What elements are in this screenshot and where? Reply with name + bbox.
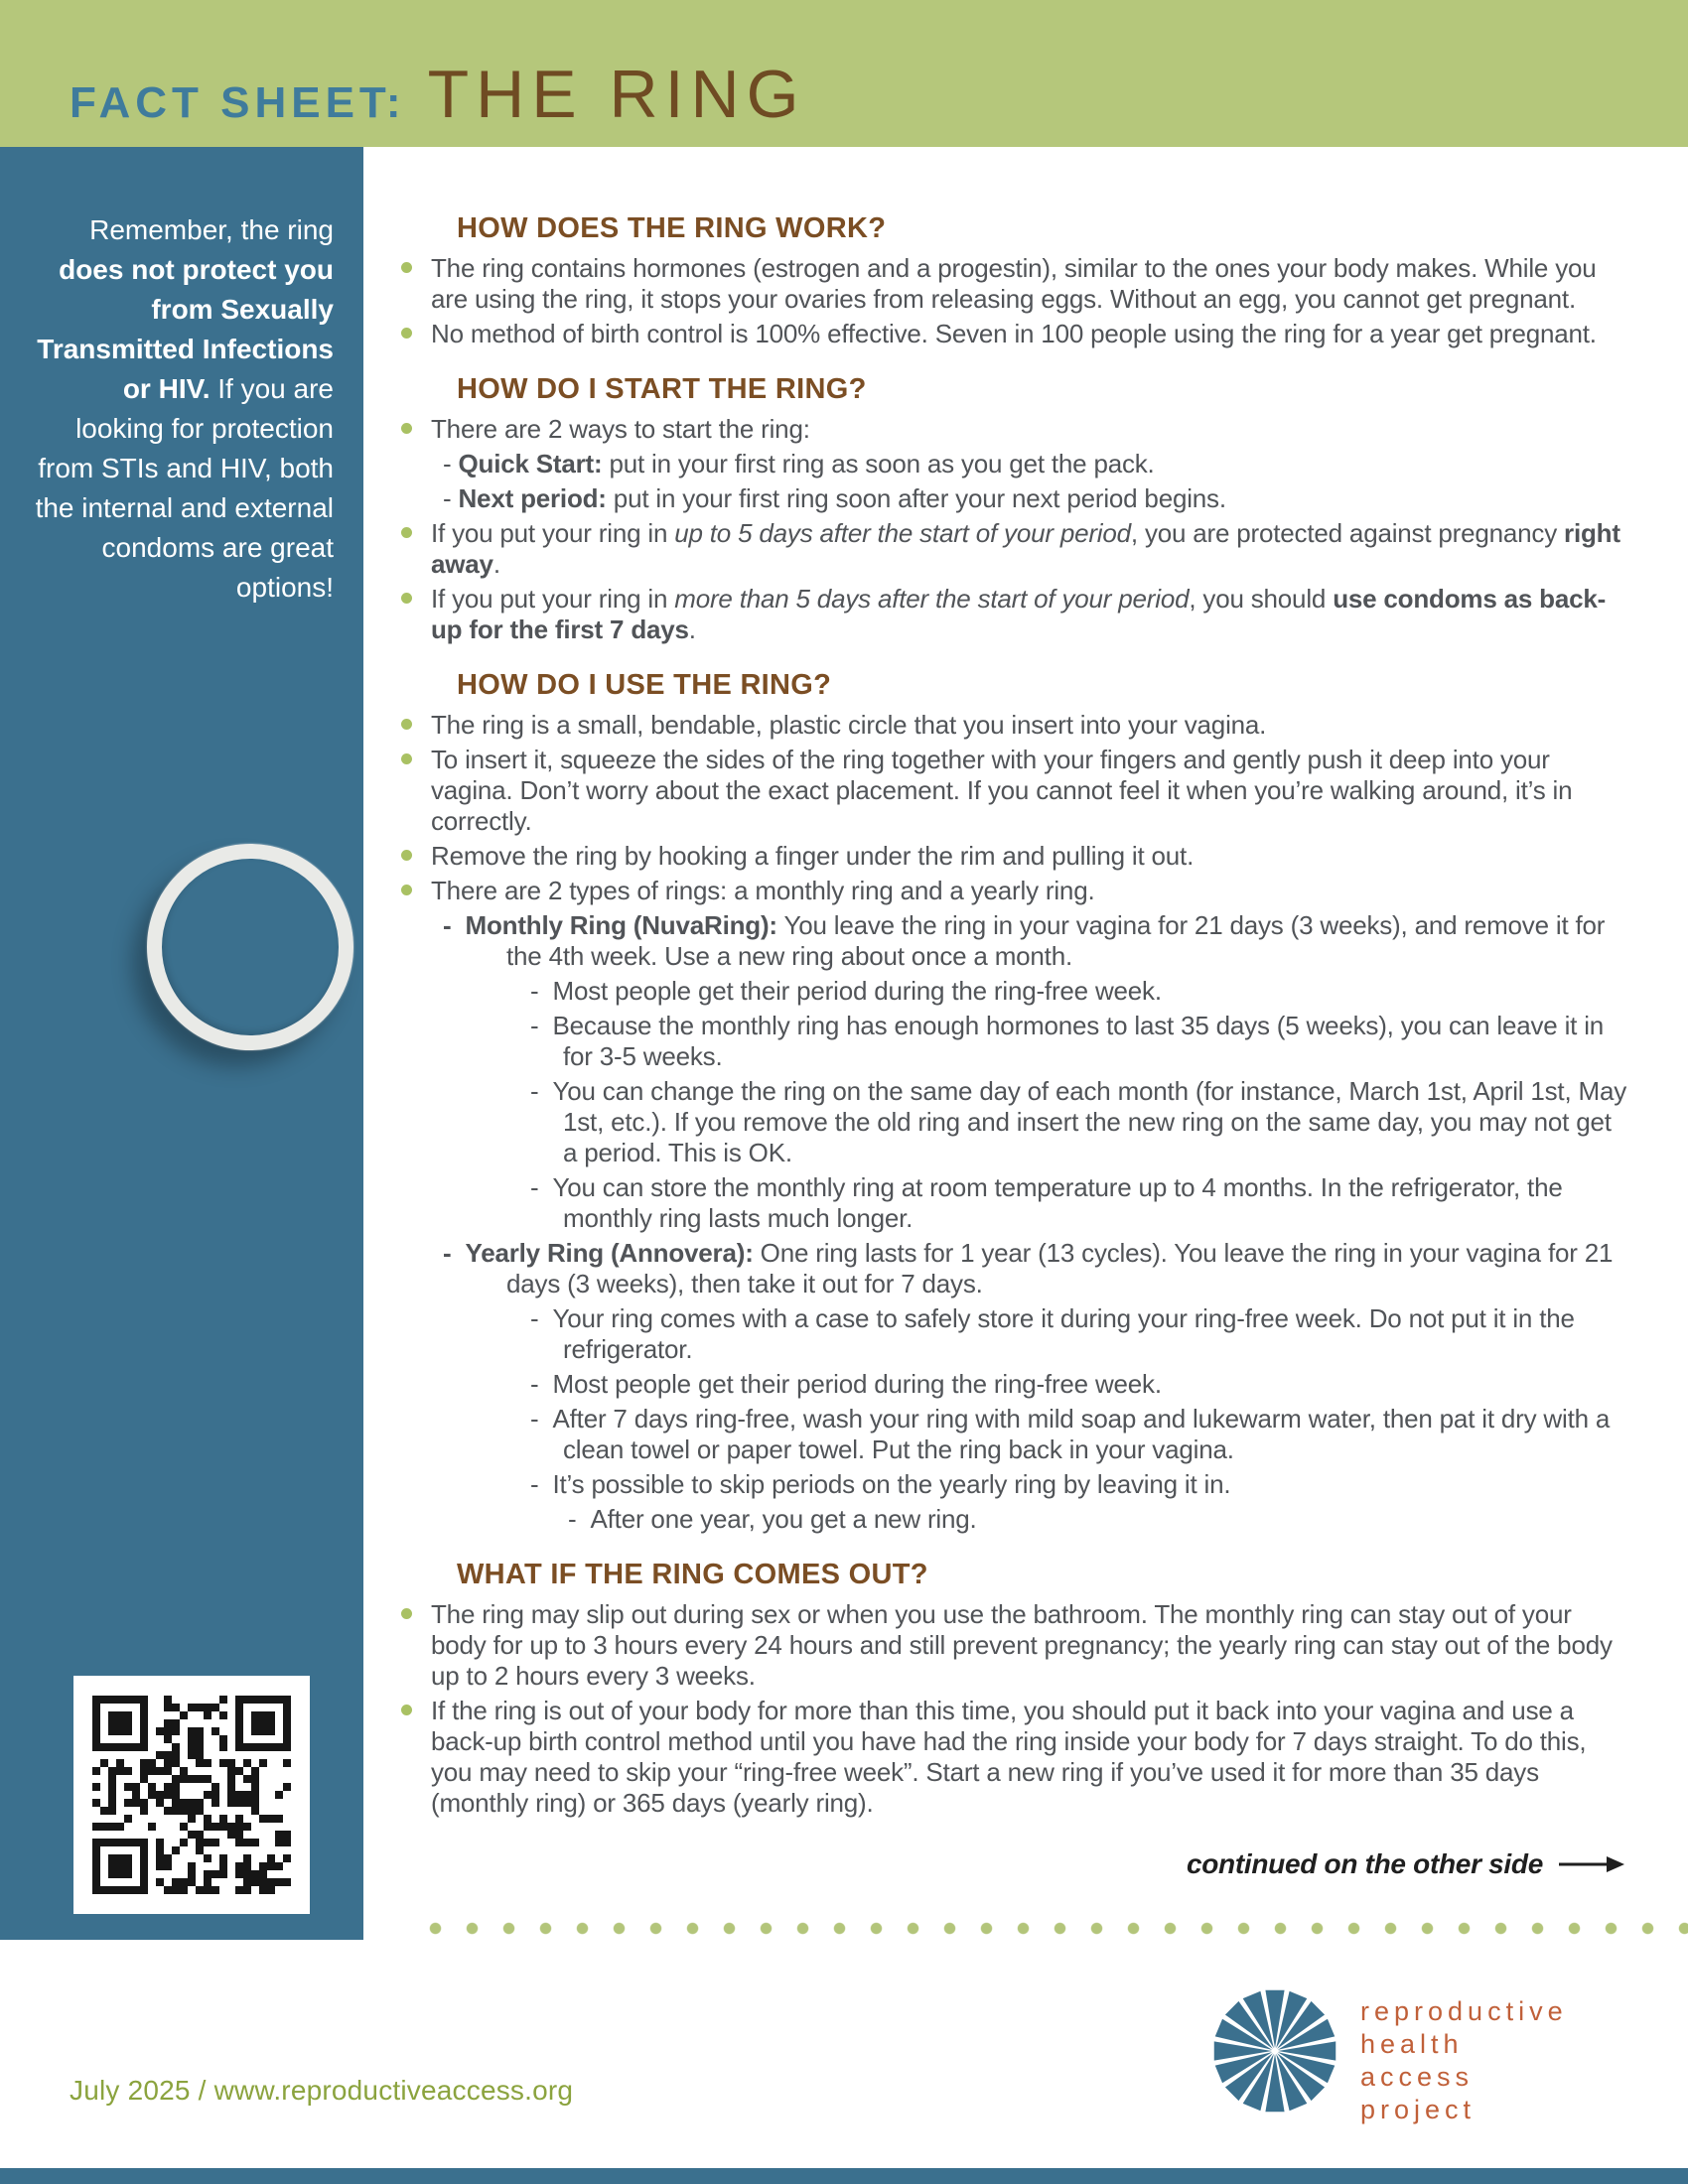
bullet-icon: [401, 262, 412, 273]
section-heading: HOW DO I USE THE RING?: [457, 669, 832, 701]
logo-line: health: [1360, 2029, 1464, 2059]
bullet-icon: [401, 1608, 412, 1619]
bullet-item: To insert it, squeeze the sides of the ring together with your fingers and gently push it deep into your vagina. Don’t worry about the exact placement. If you cannot feel it when you’re walking around, it’s in correctly.: [399, 745, 1630, 837]
ring-photo: [147, 844, 353, 1050]
sub-item: - Most people get their period during the ring-free week.: [530, 1369, 1162, 1399]
bullet-icon: [401, 527, 412, 538]
bullet-item: The ring may slip out during sex or when you use the bathroom. The monthly ring can stay out of your body for up to 3 hours every 24 hours and still prevent pregnancy; the yearly ring can stay out of the body up to 2 hours every 3 weeks.: [399, 1599, 1630, 1692]
bullet-item: The ring is a small, bendable, plastic circle that you insert into your vagina.: [399, 710, 1630, 741]
section-heading: WHAT IF THE RING COMES OUT?: [457, 1559, 928, 1590]
bullet-item: Remove the ring by hooking a finger under the rim and pulling it out.: [399, 841, 1630, 872]
continued-note: [1187, 1848, 1626, 1880]
sub-item: - After 7 days ring-free, wash your ring with mild soap and lukewarm water, then pat it dry with a clean towel or paper towel. Put the ring back in your vagina.: [530, 1404, 1611, 1464]
bullet-item: If you put your ring in up to 5 days after the start of your period, you are protected against pregnancy right away.: [399, 518, 1630, 580]
org-logo-text: [1360, 1995, 1568, 2126]
continued-text: continued on the other side: [1186, 1848, 1543, 1879]
bullet-item: No method of birth control is 100% effective. Seven in 100 people using the ring for a year get pregnant.: [399, 319, 1630, 349]
sub-item: - You can change the ring on the same day of each month (for instance, March 1st, April 1st, May 1st, etc.). If you remove the old ring and insert the new ring on the same day, you may not get a period. This is OK.: [530, 1076, 1627, 1167]
starburst-icon: [1211, 1987, 1338, 2115]
bullet-icon: [401, 850, 412, 861]
bottom-bar: [0, 2168, 1688, 2184]
sub-item: - Most people get their period during the ring-free week.: [530, 976, 1162, 1006]
header-band: [0, 0, 1688, 147]
sub-item: - Next period: put in your first ring soon after your next period begins.: [443, 483, 1226, 513]
page-title: THE RING: [427, 57, 806, 132]
logo-line: reproductive: [1360, 1996, 1568, 2026]
org-logo: [1211, 1987, 1568, 2126]
sub-item: - Monthly Ring (NuvaRing): You leave the ring in your vagina for 21 days (3 weeks), and remove it for the 4th week. Use a new ring about once a month.: [443, 910, 1606, 971]
sidebar-note: Remember, the ring does not protect you from Sexually Transmitted Infections or HIV. If you are looking for protection from STIs and HIV, both the internal and external condoms are great options!: [35, 214, 334, 603]
bullet-icon: [401, 885, 412, 895]
bullet-icon: [401, 1705, 412, 1715]
arrow-right-icon: [1557, 1853, 1626, 1875]
fact-sheet-label: FACT SHEET:: [70, 78, 406, 127]
bullet-icon: [401, 719, 412, 730]
sidebar: [0, 147, 363, 1940]
logo-line: project: [1360, 2095, 1477, 2124]
sub-item: - Quick Start: put in your first ring as soon as you get the pack.: [443, 449, 1155, 478]
sub-item: - Your ring comes with a case to safely store it during your ring-free week. Do not put it in the refrigerator.: [530, 1303, 1575, 1364]
bullet-icon: [401, 753, 412, 764]
sub-item: - It’s possible to skip periods on the yearly ring by leaving it in.: [530, 1469, 1231, 1499]
footer-date: July 2025 / www.reproductiveaccess.org: [70, 2075, 574, 2106]
logo-line: access: [1360, 2062, 1475, 2092]
sub-item: - After one year, you get a new ring.: [568, 1504, 977, 1534]
bullet-item: If you put your ring in more than 5 days after the start of your period, you should use condoms as back-up for the first 7 days.: [399, 584, 1630, 645]
qr-code: [73, 1676, 310, 1914]
bullet-item: If the ring is out of your body for more than this time, you should put it back into your vagina and use a back-up birth control method until you have had the ring inside your body for 7 days straight. To do this, you may need to skip your “ring-free week”. Start a new ring if you’ve used it for more than 35 days (monthly ring) or 365 days (yearly ring).: [399, 1696, 1630, 1819]
bullet-icon: [401, 328, 412, 339]
header: [70, 56, 805, 133]
bullet-icon: [401, 423, 412, 434]
bullet-item: There are 2 ways to start the ring:: [399, 414, 1630, 445]
section-heading: HOW DOES THE RING WORK?: [457, 212, 887, 244]
bullet-icon: [401, 593, 412, 604]
sub-item: - You can store the monthly ring at room temperature up to 4 months. In the refrigerator, the monthly ring lasts much longer.: [530, 1172, 1563, 1233]
bullet-item: There are 2 types of rings: a monthly ring and a yearly ring.: [399, 876, 1630, 906]
content-sections: [399, 212, 1630, 1823]
dotted-divider: [429, 1922, 1688, 1935]
sub-item: - Yearly Ring (Annovera): One ring lasts for 1 year (13 cycles). You leave the ring in your vagina for 21 days (3 weeks), then take it out for 7 days.: [443, 1238, 1614, 1298]
sub-item: - Because the monthly ring has enough hormones to last 35 days (5 weeks), you can leave it in for 3-5 weeks.: [530, 1011, 1605, 1071]
qr-code-icon: [92, 1696, 291, 1894]
bullet-item: The ring contains hormones (estrogen and a progestin), similar to the ones your body makes. While you are using the ring, it stops your ovaries from releasing eggs. Without an egg, you cannot get pregnant.: [399, 253, 1630, 315]
section-heading: HOW DO I START THE RING?: [457, 373, 867, 405]
